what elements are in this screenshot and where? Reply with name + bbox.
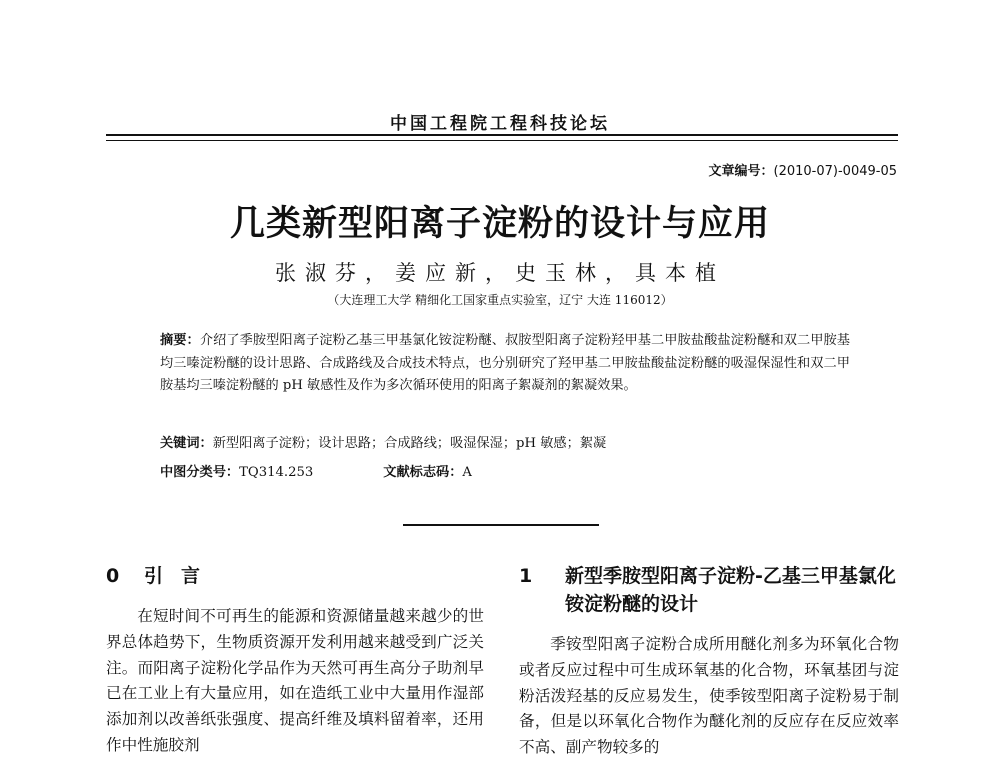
header-rule-thin [106,140,898,141]
keywords [160,432,850,451]
doc-code-value: A [462,465,472,480]
abstract [160,330,850,398]
clc-value: TQ314.253 [239,465,314,480]
keywords-label: 关键词： [160,436,213,451]
keywords-text: 新型阳离子淀粉；设计思路；合成路线；吸湿保湿；pH 敏感；絮凝 [212,436,607,451]
section-heading-1 [519,562,899,618]
right-column [519,562,899,760]
paper-title: 几类新型阳离子淀粉的设计与应用 [229,203,770,244]
authors: 张淑芬，姜应新，史玉林，具本植 [275,261,725,285]
clc-label: 中图分类号： [160,465,240,480]
section-paragraph: 季铵型阳离子淀粉合成所用醚化剂多为环氧化合物或者反应过程中可生成环氧基的化合物，环氧基团与淀粉活泼羟基的反应易发生，使季铵型阳离子淀粉易于制备，但是以环氧化合物作为醚化剂的反应存在反应效率不高、副产物较多的 [519,635,899,757]
left-column [106,562,484,759]
article-number [709,160,897,179]
section-title: 新型季胺型阳离子淀粉-乙基三甲基氯化铵淀粉醚的设计 [565,565,896,615]
doc-code-label: 文献标志码： [383,465,463,480]
running-header: 中国工程院工程科技论坛 [390,114,610,134]
classification-line [160,461,850,480]
section-heading-0 [106,562,484,590]
separator-rule [403,524,599,526]
section-paragraph: 在短时间不可再生的能源和资源储量越来越少的世界总体趋势下，生物质资源开发利用越来越受到广泛关注。而阳离子淀粉化学品作为天然可再生高分子助剂早已在工业上有大量应用，如在造纸工业中大量用作湿部添加剂以改善纸张强度、提高纤维及填料留着率，还用作中性施胶剂 [106,607,484,754]
section-number: 1 [519,565,533,587]
section-number: 0 [106,565,120,587]
article-number-label: 文章编号： [708,164,774,179]
affiliation: （大连理工大学 精细化工国家重点实验室，辽宁 大连 116012） [327,293,673,307]
header-rule-thick [106,134,898,136]
article-number-value: (2010-07)-0049-05 [773,164,897,179]
section-title: 引言 [144,565,219,587]
abstract-label: 摘要： [160,333,200,348]
abstract-text: 介绍了季胺型阳离子淀粉乙基三甲基氯化铵淀粉醚、叔胺型阳离子淀粉羟甲基二甲胺盐酸盐淀粉醚和双二甲胺基均三嗪淀粉醚的设计思路、合成路线及合成技术特点，也分别研究了羟甲基二甲胺盐酸盐淀粉醚的吸湿保湿性和双二甲胺基均三嗪淀粉醚的 pH 敏感性及作为多次循环使用的阳离子絮凝剂的絮凝效果。 [160,333,850,393]
